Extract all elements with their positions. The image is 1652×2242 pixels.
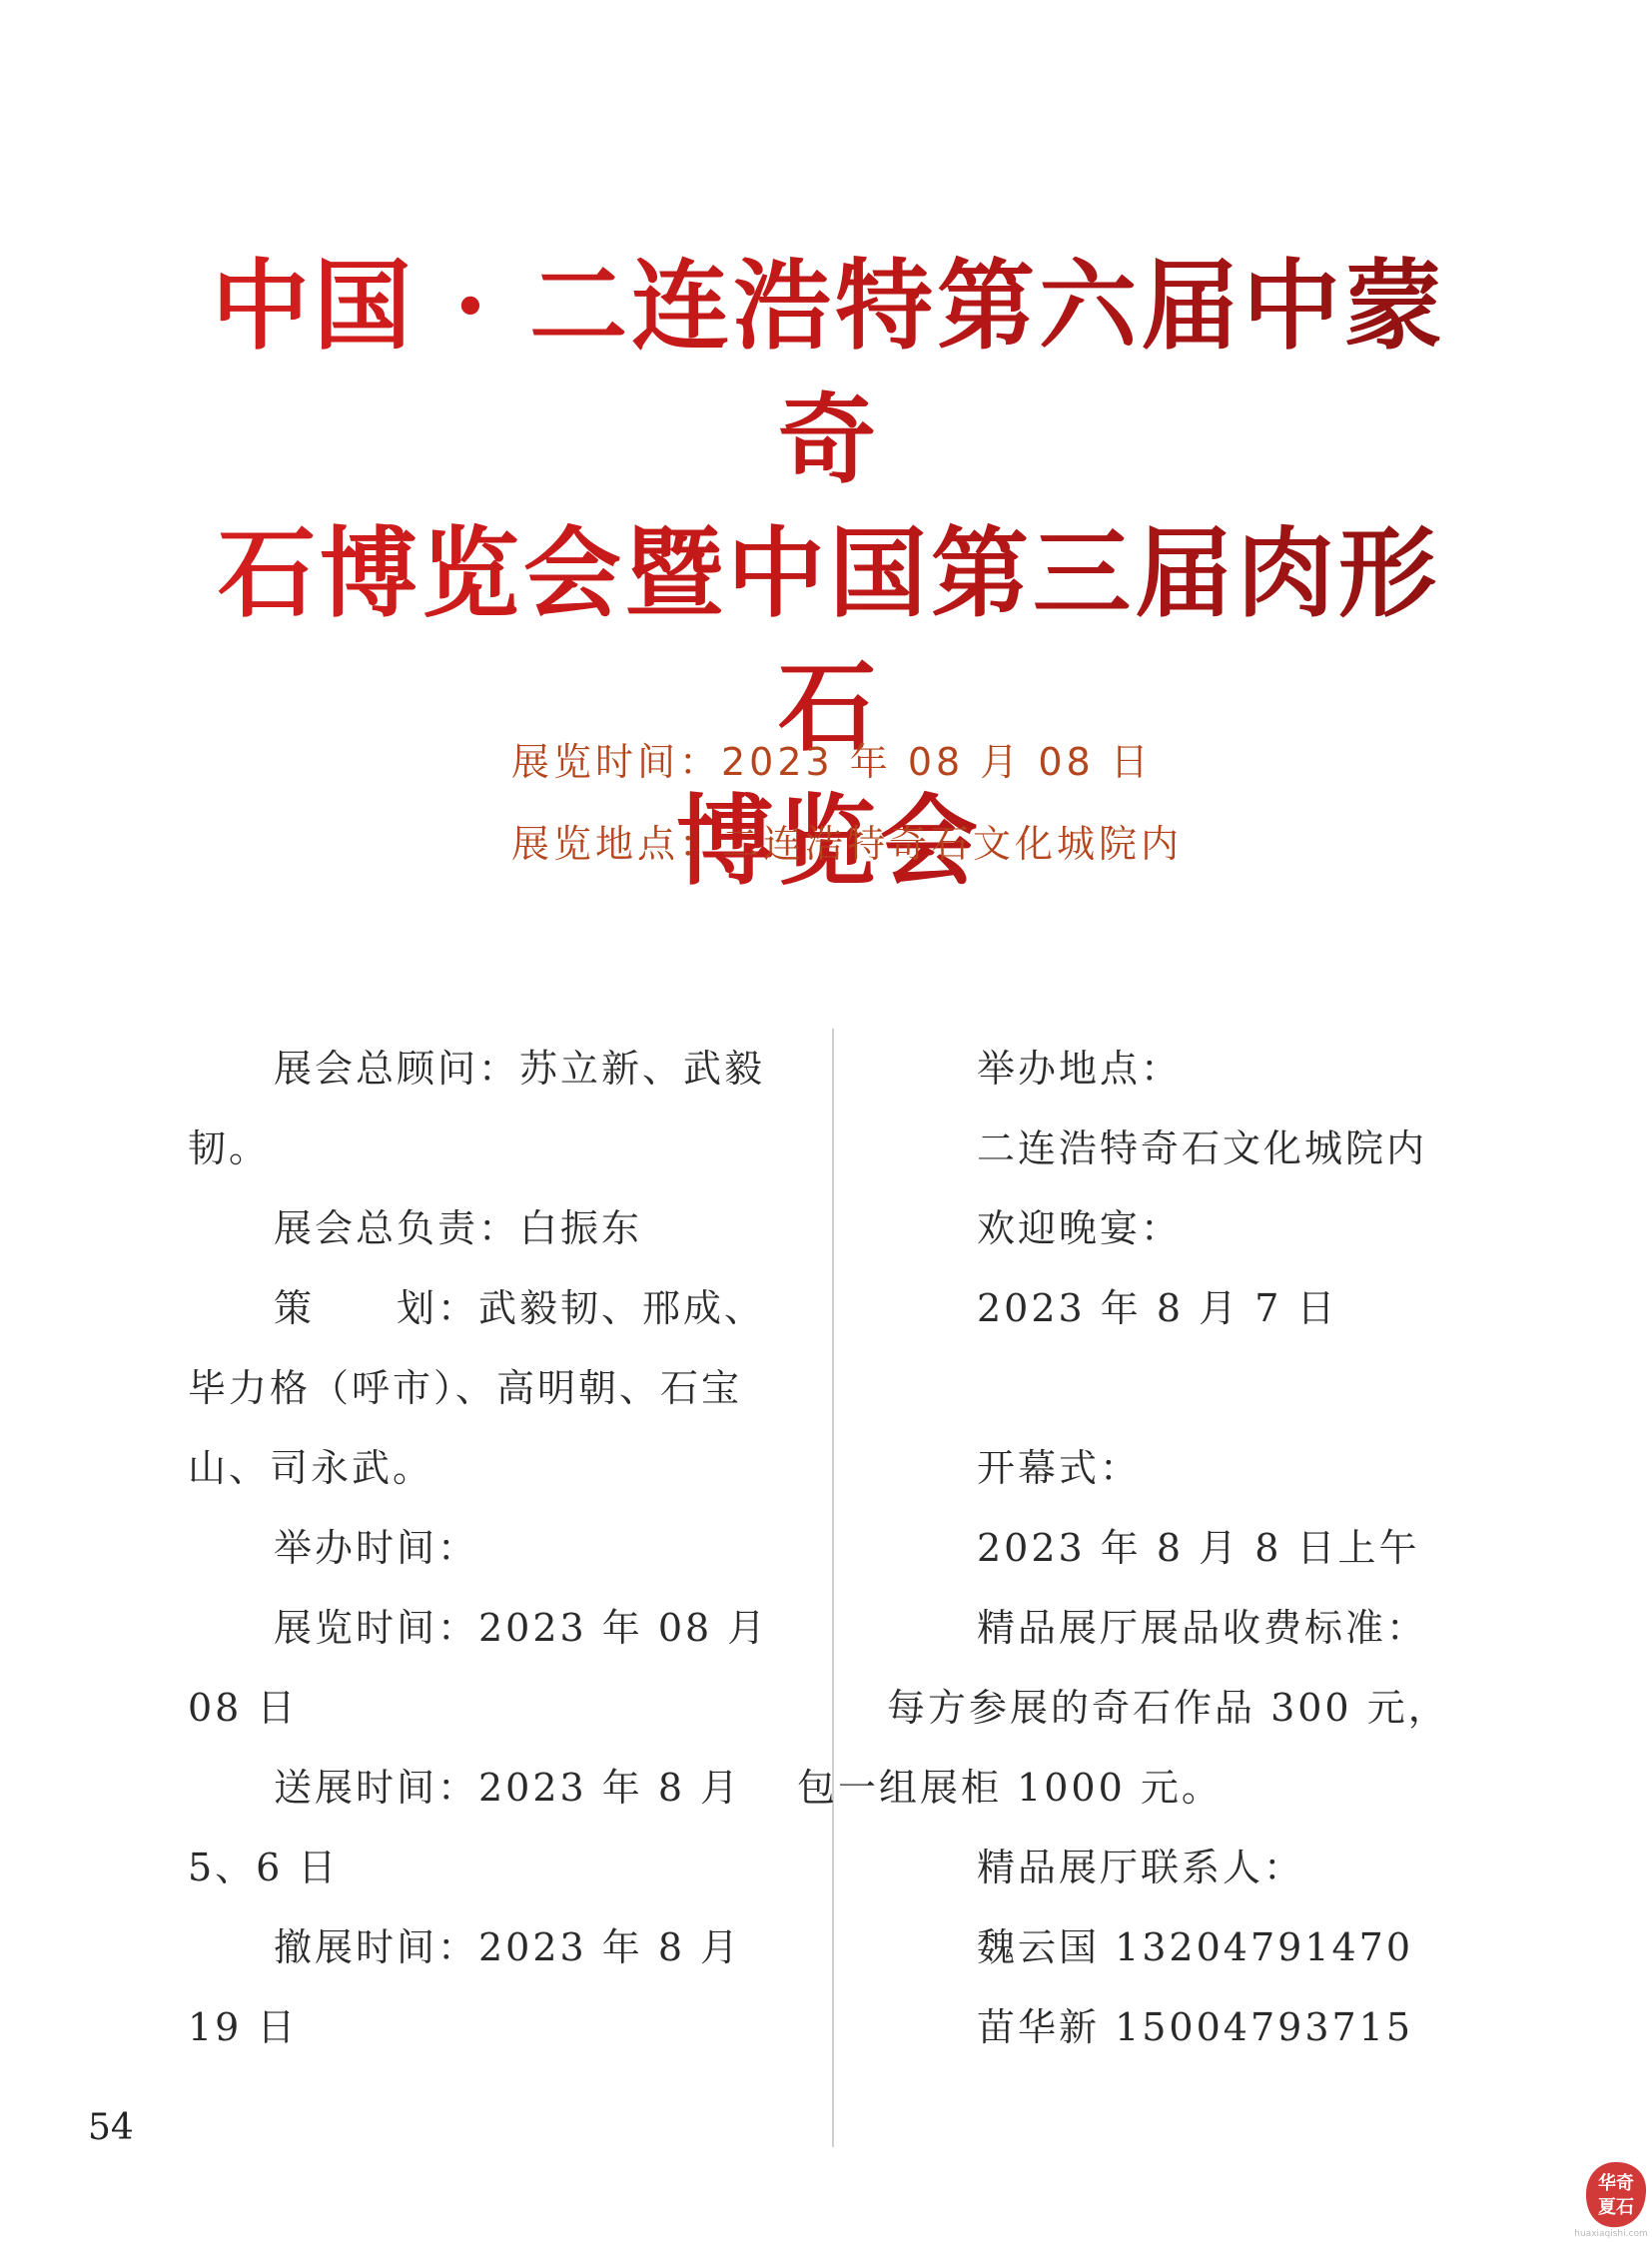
banquet-label: 欢迎晚宴：: [977, 1206, 1183, 1250]
blank-line: [887, 1348, 1486, 1428]
hold-time-label: 举办时间：: [274, 1526, 479, 1570]
title-line-3: 博览会: [675, 784, 982, 899]
fee-value: 每方参展的奇石作品 300 元，包一组展柜 1000 元。: [797, 1686, 1449, 1810]
exhibition-place-summary: 展览地点：二连浩特奇石文化城院内: [511, 822, 1184, 866]
left-column: [188, 1029, 787, 2067]
huaxia-qishi-seal-logo: [1582, 2159, 1650, 2231]
venue-label: 举办地点：: [977, 1047, 1183, 1091]
svg-text:华奇: 华奇: [1598, 2173, 1634, 2194]
seal-url: huaxiaqishi.com: [1574, 2229, 1648, 2239]
exhibition-time-summary: 展览时间：2023 年 08 月 08 日: [511, 740, 1153, 784]
exhibit-time-text: 展览时间：2023 年 08 月 08 日: [188, 1606, 769, 1730]
column-divider: [832, 1029, 834, 2147]
opening-date: 2023 年 8 月 8 日上午: [977, 1526, 1420, 1570]
fee-label: 精品展厅展品收费标准：: [977, 1606, 1428, 1650]
opening-label: 开幕式：: [977, 1446, 1142, 1490]
planning-text: 策 划：武毅韧、邢成、毕力格（呼市）、高明朝、石宝山、司永武。: [188, 1286, 766, 1490]
contact-label: 精品展厅联系人：: [977, 1846, 1305, 1889]
title-line-1: 中国 · 二连浩特第六届中蒙奇: [211, 249, 1447, 497]
delivery-time-text: 送展时间：2023 年 8 月 5、6 日: [188, 1766, 742, 1889]
page-number: 54: [88, 2107, 134, 2148]
svg-text:夏石: 夏石: [1598, 2197, 1634, 2218]
right-column: [797, 1029, 1486, 2067]
contact-1: 魏云国 13204791470: [977, 1925, 1414, 1969]
contact-2: 苗华新 15004793715: [977, 2005, 1414, 2049]
banquet-date: 2023 年 8 月 7 日: [977, 1286, 1338, 1330]
advisor-text: 展会总顾问：苏立新、武毅韧。: [188, 1047, 766, 1170]
article-title: [190, 240, 1468, 909]
removal-time-text: 撤展时间：2023 年 8 月 19 日: [188, 1925, 742, 2049]
venue-value: 二连浩特奇石文化城院内: [977, 1126, 1428, 1170]
title-line-2: 石博览会暨中国第三届肉形石: [217, 516, 1440, 765]
leader-text: 展会总负责：白振东: [274, 1206, 643, 1250]
